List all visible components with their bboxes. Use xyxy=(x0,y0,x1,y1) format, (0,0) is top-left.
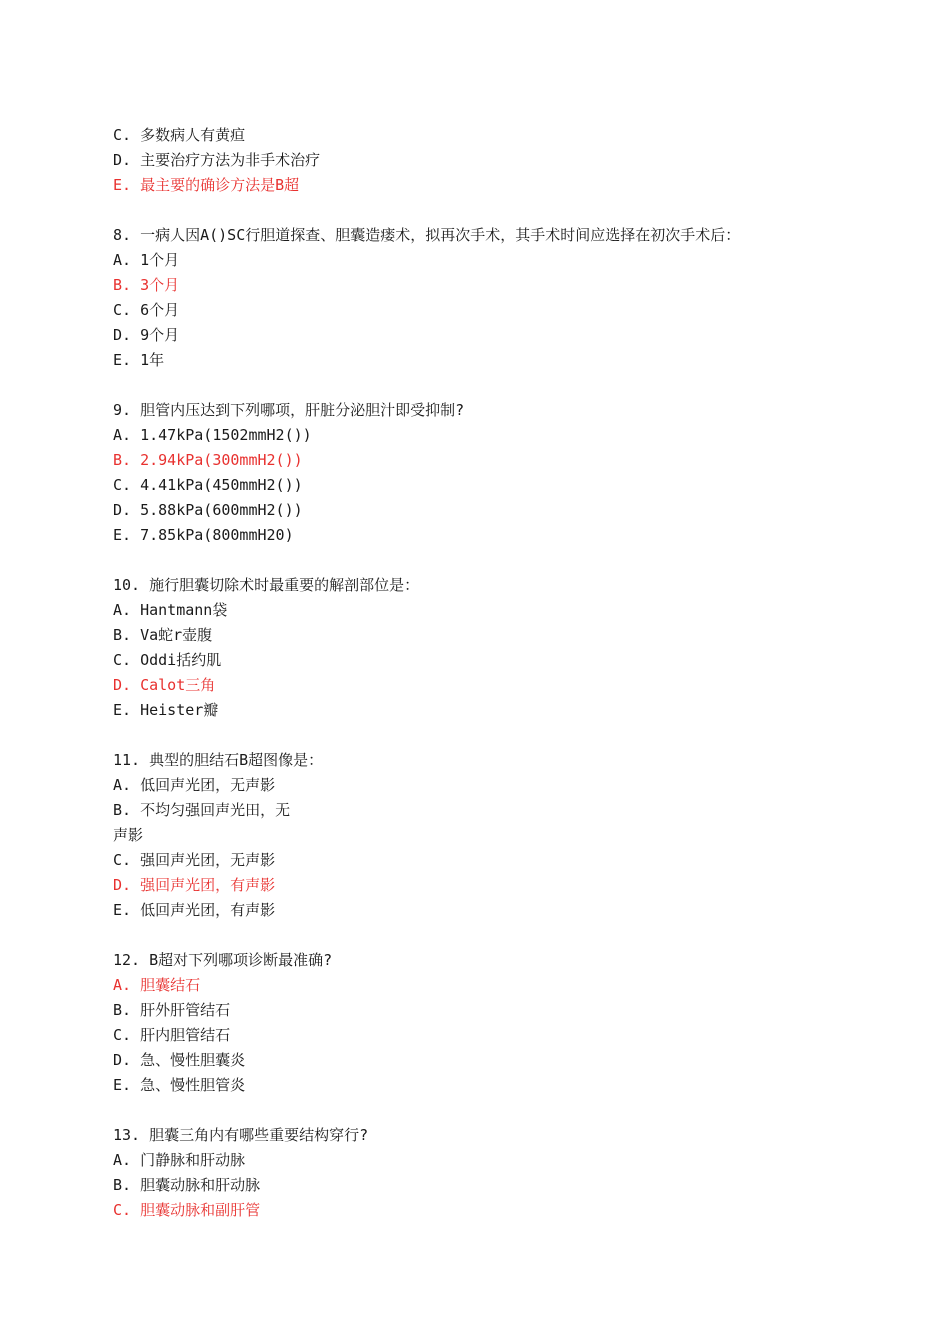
option-a: A. 1个月 xyxy=(113,251,180,269)
option-b-continuation: 声影 xyxy=(113,826,144,844)
question-list xyxy=(113,123,833,1223)
option-b: B. 不均匀强回声光田，无 xyxy=(113,801,291,819)
option-a-correct: A. 胆囊结石 xyxy=(113,976,201,994)
question-stem: 12. B超对下列哪项诊断最准确? xyxy=(113,951,333,969)
option-d-correct: D. Calot三角 xyxy=(113,676,216,694)
question-stem: 9. 胆管内压达到下列哪项，肝脏分泌胆汁即受抑制? xyxy=(113,401,465,419)
option-a: A. 低回声光团，无声影 xyxy=(113,776,276,794)
question-12 xyxy=(113,948,833,1098)
option-e: E. 急、慢性胆管炎 xyxy=(113,1076,246,1094)
option-c: C. 强回声光团，无声影 xyxy=(113,851,276,869)
option-b-correct: B. 3个月 xyxy=(113,276,180,294)
question-stem: 10. 施行胆囊切除术时最重要的解剖部位是： xyxy=(113,576,420,594)
option-c: C. 肝内胆管结石 xyxy=(113,1026,231,1044)
option-7-d: D. 主要治疗方法为非手术治疗 xyxy=(113,151,321,169)
option-c: C. Oddi括约肌 xyxy=(113,651,222,669)
option-7-c: C. 多数病人有黄疸 xyxy=(113,126,246,144)
option-b-correct: B. 2.94kPa(300mmH2()) xyxy=(113,451,303,469)
option-d: D. 急、慢性胆囊炎 xyxy=(113,1051,246,1069)
option-e: E. 7.85kPa(800mmH20) xyxy=(113,526,294,544)
question-8 xyxy=(113,223,833,373)
option-b: B. Va蛇r壶腹 xyxy=(113,626,213,644)
option-e: E. 低回声光团，有声影 xyxy=(113,901,276,919)
question-11 xyxy=(113,748,833,923)
option-e: E. Heister瓣 xyxy=(113,701,219,719)
option-b: B. 肝外肝管结石 xyxy=(113,1001,231,1019)
option-7-e-correct: E. 最主要的确诊方法是B超 xyxy=(113,176,300,194)
question-13 xyxy=(113,1123,833,1223)
question-9 xyxy=(113,398,833,548)
question-stem: 11. 典型的胆结石B超图像是： xyxy=(113,751,324,769)
option-d: D. 9个月 xyxy=(113,326,180,344)
option-c: C. 6个月 xyxy=(113,301,180,319)
option-c-correct: C. 胆囊动脉和副肝管 xyxy=(113,1201,261,1219)
option-d: D. 5.88kPa(600mmH2()) xyxy=(113,501,303,519)
option-a: A. 门静脉和肝动脉 xyxy=(113,1151,246,1169)
option-a: A. Hantmann袋 xyxy=(113,601,228,619)
option-c: C. 4.41kPa(450mmH2()) xyxy=(113,476,303,494)
option-a: A. 1.47kPa(1502mmH2()) xyxy=(113,426,312,444)
question-7-tail xyxy=(113,123,833,198)
option-e: E. 1年 xyxy=(113,351,165,369)
question-stem: 8. 一病人因A()SC行胆道探查、胆囊造瘘术，拟再次手术，其手术时间应选择在初次手术后： xyxy=(113,226,741,244)
question-10 xyxy=(113,573,833,723)
option-d-correct: D. 强回声光团，有声影 xyxy=(113,876,276,894)
option-b: B. 胆囊动脉和肝动脉 xyxy=(113,1176,261,1194)
question-stem: 13. 胆囊三角内有哪些重要结构穿行? xyxy=(113,1126,369,1144)
